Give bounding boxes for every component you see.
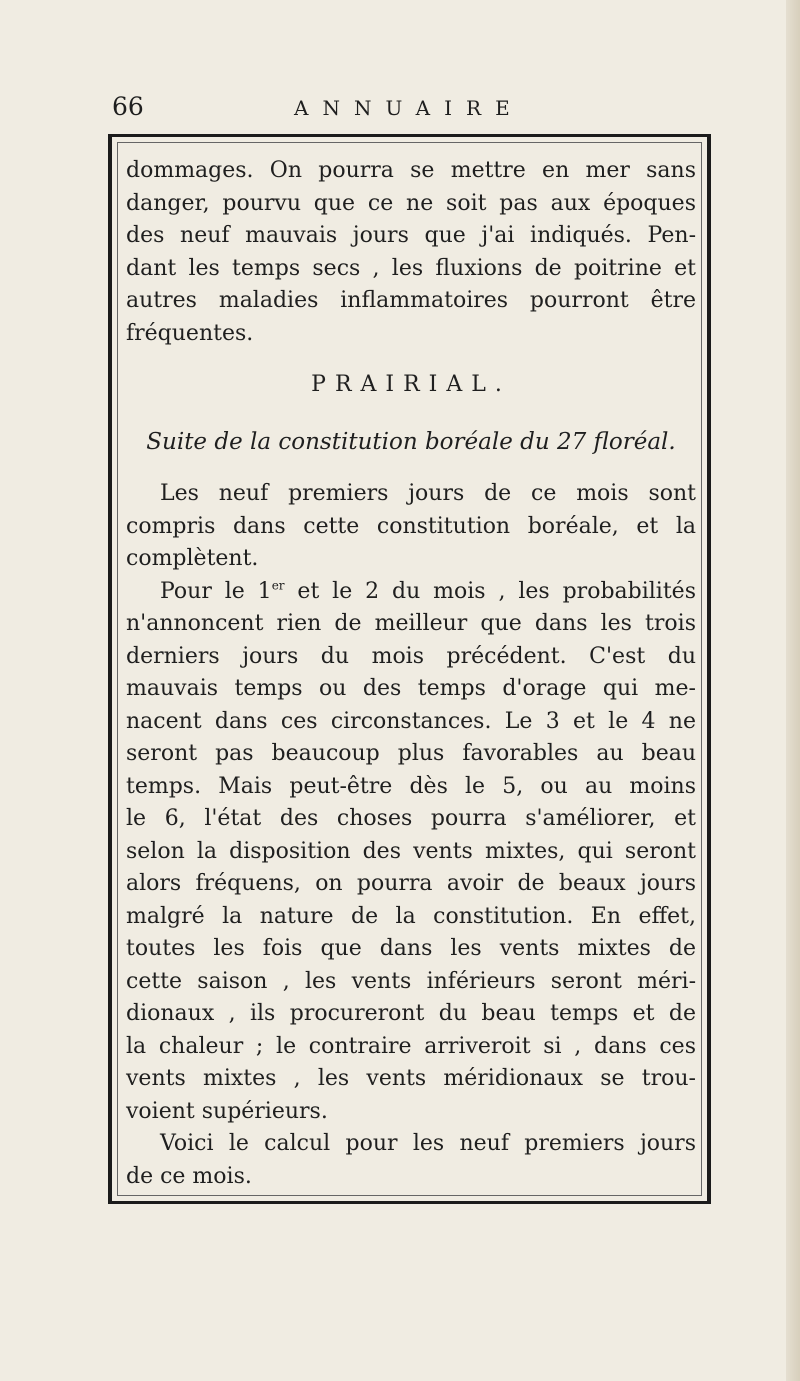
- text-line: [126, 576, 696, 609]
- section-title: PRAIRIAL.: [311, 372, 511, 397]
- text-line: de ce mois.: [126, 1163, 252, 1189]
- text-line: des neuf mauvais jours que j'ai indiqués. Pen-: [126, 223, 696, 248]
- text-line: autres maladies inflammatoires pourront être: [126, 288, 696, 313]
- section-subheading: Suite de la constitution boréale du 27 floréal.: [146, 429, 676, 455]
- text-line: cette saison , les vents inférieurs seront méri-: [126, 968, 696, 994]
- text-line: dionaux , ils procureront du beau temps et de: [126, 1001, 696, 1026]
- text-line: temps. Mais peut-être dès le 5, ou au moins: [126, 773, 696, 799]
- text-line: alors fréquens, on pourra avoir de beaux jours: [126, 871, 696, 896]
- text-line: malgré la nature de la constitution. En effet,: [126, 903, 696, 929]
- text-fragment: Pour le 1: [160, 578, 272, 604]
- text-line: dant les temps secs , les fluxions de poitrine et: [126, 255, 696, 281]
- body-text: [126, 155, 696, 1193]
- text-fragment: et le 2 du mois , les probabilités: [284, 578, 696, 604]
- text-line: n'annoncent rien de meilleur que dans les trois: [126, 611, 696, 636]
- paragraph-2: [126, 478, 696, 576]
- text-line: danger, pourvu que ce ne soit pas aux époques: [126, 190, 696, 216]
- text-line: vents mixtes , les vents méridionaux se trou-: [126, 1066, 696, 1091]
- text-line: fréquentes.: [126, 320, 254, 346]
- paragraph-4: [126, 1128, 696, 1193]
- text-line: dommages. On pourra se mettre en mer sans: [126, 158, 696, 183]
- text-line: derniers jours du mois précédent. C'est du: [126, 643, 696, 669]
- text-line: selon la disposition des vents mixtes, qui seront: [126, 838, 696, 864]
- text-line: compris dans cette constitution boréale, et la: [126, 513, 696, 539]
- text-line: mauvais temps ou des temps d'orage qui me-: [126, 676, 696, 701]
- text-line: Les neuf premiers jours de ce mois sont: [160, 481, 696, 506]
- text-line: le 6, l'état des choses pourra s'améliorer, et: [126, 806, 696, 831]
- text-line: complètent.: [126, 546, 259, 571]
- text-line: seront pas beaucoup plus favorables au beau: [126, 741, 696, 766]
- paragraph-3: [126, 576, 696, 1129]
- page-edge: [786, 0, 800, 1381]
- paragraph-1: [126, 155, 696, 350]
- page-number: 66: [112, 92, 144, 121]
- superscript: er: [271, 578, 285, 593]
- text-line: voient supérieurs.: [126, 1098, 328, 1124]
- running-title: ANNUAIRE: [294, 96, 524, 120]
- text-line: la chaleur ; le contraire arriveroit si , dans ces: [126, 1033, 696, 1059]
- text-line: toutes les fois que dans les vents mixtes de: [126, 936, 696, 961]
- running-head: [112, 92, 712, 126]
- text-line: Voici le calcul pour les neuf premiers jours: [160, 1131, 696, 1156]
- text-line: nacent dans ces circonstances. Le 3 et le 4 ne: [126, 708, 696, 734]
